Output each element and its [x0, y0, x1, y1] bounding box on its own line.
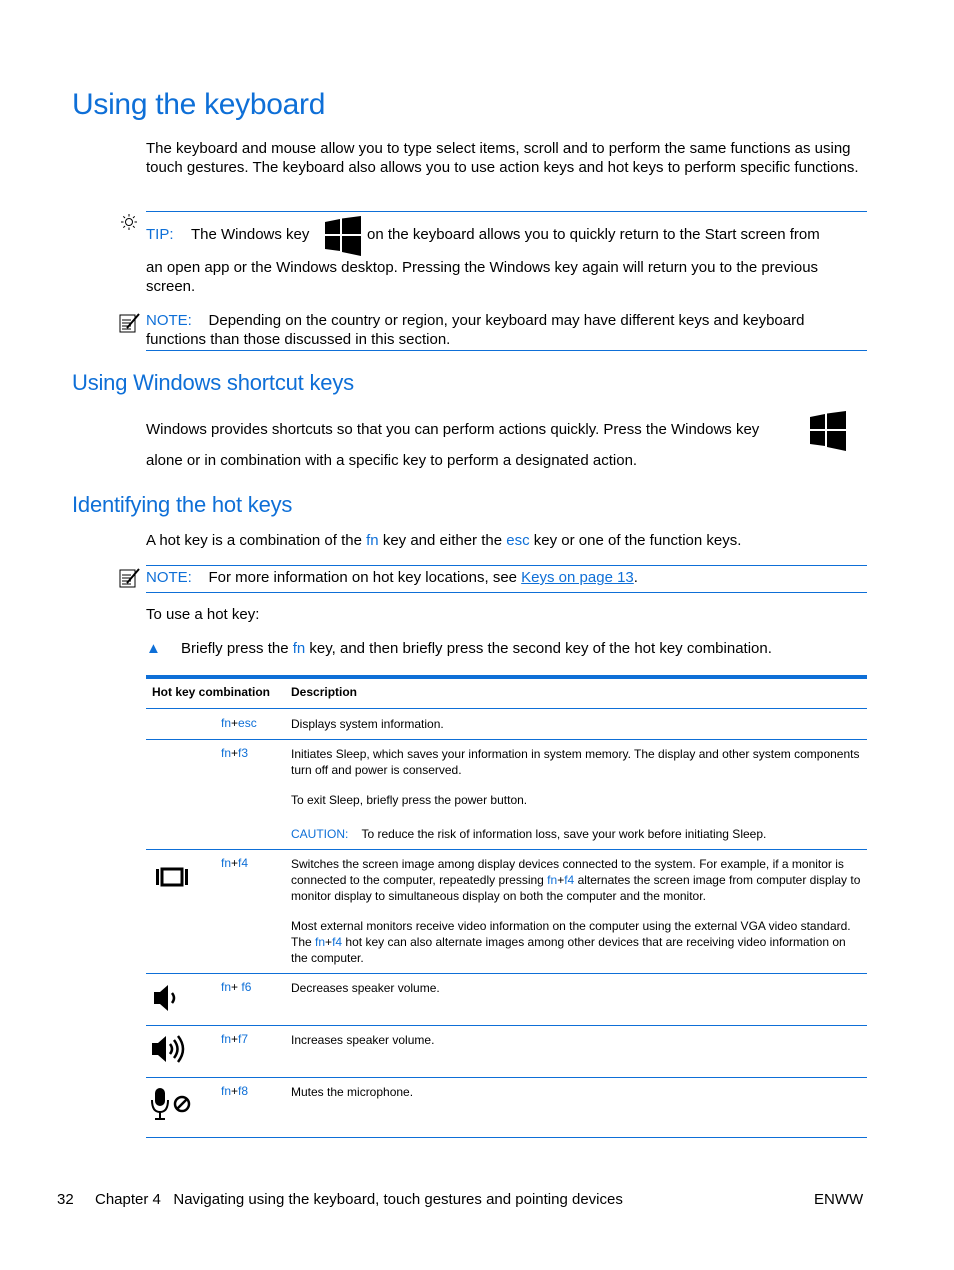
intro-paragraph: The keyboard and mouse allow you to type select items, scroll and to perform the same functions as using touch gestures. The keyboard also allows you to use action keys and hot keys to perform specific functions.: [146, 140, 859, 176]
caution-text: To reduce the risk of information loss, save your work before initiating Sleep.: [361, 827, 767, 841]
page-title: Using the keyboard: [72, 88, 326, 121]
table-row-combo: [221, 980, 251, 994]
table-row-combo: [221, 1032, 248, 1046]
note2-text: For more information on hot key locations, see: [208, 569, 517, 586]
esc-key-ref: esc: [506, 532, 530, 549]
page-number: 32: [57, 1191, 74, 1208]
plus: +: [231, 856, 239, 870]
hotkey-paragraph: [146, 531, 868, 550]
chapter-title: Chapter 4 Navigating using the keyboard, touch gestures and pointing devices: [95, 1191, 623, 1208]
table-row-combo: [221, 856, 248, 870]
plus: +: [231, 1032, 239, 1046]
use-hotkey-label: To use a hot key:: [146, 606, 260, 623]
combo-key: f6: [241, 980, 252, 994]
windows-key-icon: [809, 411, 845, 449]
tip-label: TIP:: [146, 226, 174, 243]
display-switch-icon: [150, 862, 194, 902]
tip-line1: [146, 226, 174, 243]
plus: +: [325, 935, 333, 949]
note2-bottom-rule: [146, 592, 867, 593]
desc-text: hot key can also alternate images among other devices that are receiving video information on the computer.: [291, 935, 846, 965]
f4-key-ref: f4: [564, 873, 575, 887]
table-row-rule: [146, 973, 867, 974]
plus: +: [231, 1084, 239, 1098]
table-row-rule: [146, 1077, 867, 1078]
step-text-b: key, and then briefly press the second key of the hot key combination.: [309, 640, 772, 657]
step-bullet-icon: ▲: [146, 640, 161, 657]
note1-paragraph: [146, 311, 868, 349]
caution-paragraph: [291, 826, 863, 842]
note-icon: [119, 312, 141, 334]
mic-mute-icon: [150, 1086, 194, 1126]
hotkey-text-b: key and either the: [382, 532, 503, 549]
combo-key: f8: [238, 1084, 249, 1098]
note1-label: NOTE:: [146, 312, 192, 329]
table-row-rule: [146, 1025, 867, 1026]
fn-key: fn: [221, 1032, 232, 1046]
footer-enww: ENWW: [814, 1191, 864, 1208]
note2-top-rule: [146, 565, 867, 566]
table-row-desc-2: To exit Sleep, briefly press the power button.: [291, 793, 528, 807]
step-text-a: Briefly press the: [181, 640, 289, 657]
plus: +: [231, 980, 242, 994]
plus: +: [557, 873, 565, 887]
table-row-desc: Initiates Sleep, which saves your information in system memory. The display and other system components turn off and power is conserved.: [291, 747, 860, 777]
section1-line1: Windows provides shortcuts so that you can perform actions quickly. Press the Windows key: [146, 421, 760, 438]
table-row-desc: Mutes the microphone.: [291, 1085, 414, 1099]
table-bottom-rule: [146, 1137, 867, 1138]
desc-text: alternates the screen image from computer display to monitor display to simultaneous display on both the computer and the monitor.: [291, 873, 861, 903]
fn-key: fn: [221, 716, 232, 730]
step-text: [181, 640, 772, 657]
caution-label: CAUTION:: [291, 827, 349, 841]
fn-key: fn: [221, 856, 232, 870]
tip-text-after: on the keyboard allows you to quickly return to the Start screen from: [367, 226, 820, 243]
table-header-combo: Hot key combination: [152, 685, 271, 699]
tip-text-before: The Windows key: [191, 226, 310, 243]
plus: +: [231, 716, 239, 730]
desc-text: Most external monitors receive video information on the computer using the external VGA video standard. The: [291, 919, 851, 949]
table-top-rule: [146, 675, 867, 679]
windows-key-icon: [325, 216, 361, 254]
fn-key-ref: fn: [547, 873, 558, 887]
hotkey-text-c: key or one of the function keys.: [533, 532, 742, 549]
fn-key: fn: [221, 980, 232, 994]
combo-key: esc: [238, 716, 257, 730]
fn-key-ref: fn: [366, 532, 379, 549]
note1-text: Depending on the country or region, your keyboard may have different keys and keyboard functions than those discussed in this section.: [146, 312, 805, 348]
note2-end: .: [633, 569, 638, 586]
fn-key-ref: fn: [292, 640, 306, 657]
table-row-rule: [146, 849, 867, 850]
f4-key-ref: f4: [332, 935, 343, 949]
desc-text: Switches the screen image among display devices connected to the system. For example, if a monitor is connected to the computer, repeatedly pressing: [291, 857, 844, 887]
volume-up-icon: [150, 1033, 194, 1073]
fn-key-ref: fn: [315, 935, 326, 949]
table-row-rule: [146, 739, 867, 740]
section-heading-shortcut-keys: Using Windows shortcut keys: [72, 370, 354, 395]
note1-bottom-rule: [146, 350, 867, 351]
note2-paragraph: [146, 568, 868, 587]
section-heading-hot-keys: Identifying the hot keys: [72, 492, 293, 517]
table-row-desc: [291, 856, 863, 904]
table-row-combo: [221, 716, 257, 730]
combo-key: f4: [238, 856, 249, 870]
table-row-desc: Displays system information.: [291, 717, 444, 731]
tip-text-rest: an open app or the Windows desktop. Pressing the Windows key again will return you to the previous screen.: [146, 259, 819, 295]
volume-down-icon: [150, 982, 194, 1022]
table-row-desc: Increases speaker volume.: [291, 1033, 435, 1047]
tip-top-rule: [146, 211, 867, 212]
note-icon: [119, 567, 141, 589]
table-row-desc-2: [291, 918, 863, 966]
note2-label: NOTE:: [146, 569, 192, 586]
moon-sleep-icon: [150, 750, 194, 790]
fn-key: fn: [221, 1084, 232, 1098]
plus: +: [231, 746, 239, 760]
table-header-description: Description: [291, 685, 358, 699]
fn-key: fn: [221, 746, 232, 760]
table-row-combo: [221, 746, 248, 760]
section1-line2: alone or in combination with a specific key to perform a designated action.: [146, 452, 638, 469]
combo-key: f7: [238, 1032, 249, 1046]
tip-lightbulb-icon: [120, 213, 138, 231]
combo-key: f3: [238, 746, 249, 760]
table-row-combo: [221, 1084, 248, 1098]
table-header-rule: [146, 708, 867, 709]
table-row-desc: Decreases speaker volume.: [291, 981, 440, 995]
keys-page-link[interactable]: Keys on page 13: [521, 569, 634, 586]
hotkey-text-a: A hot key is a combination of the: [146, 532, 362, 549]
